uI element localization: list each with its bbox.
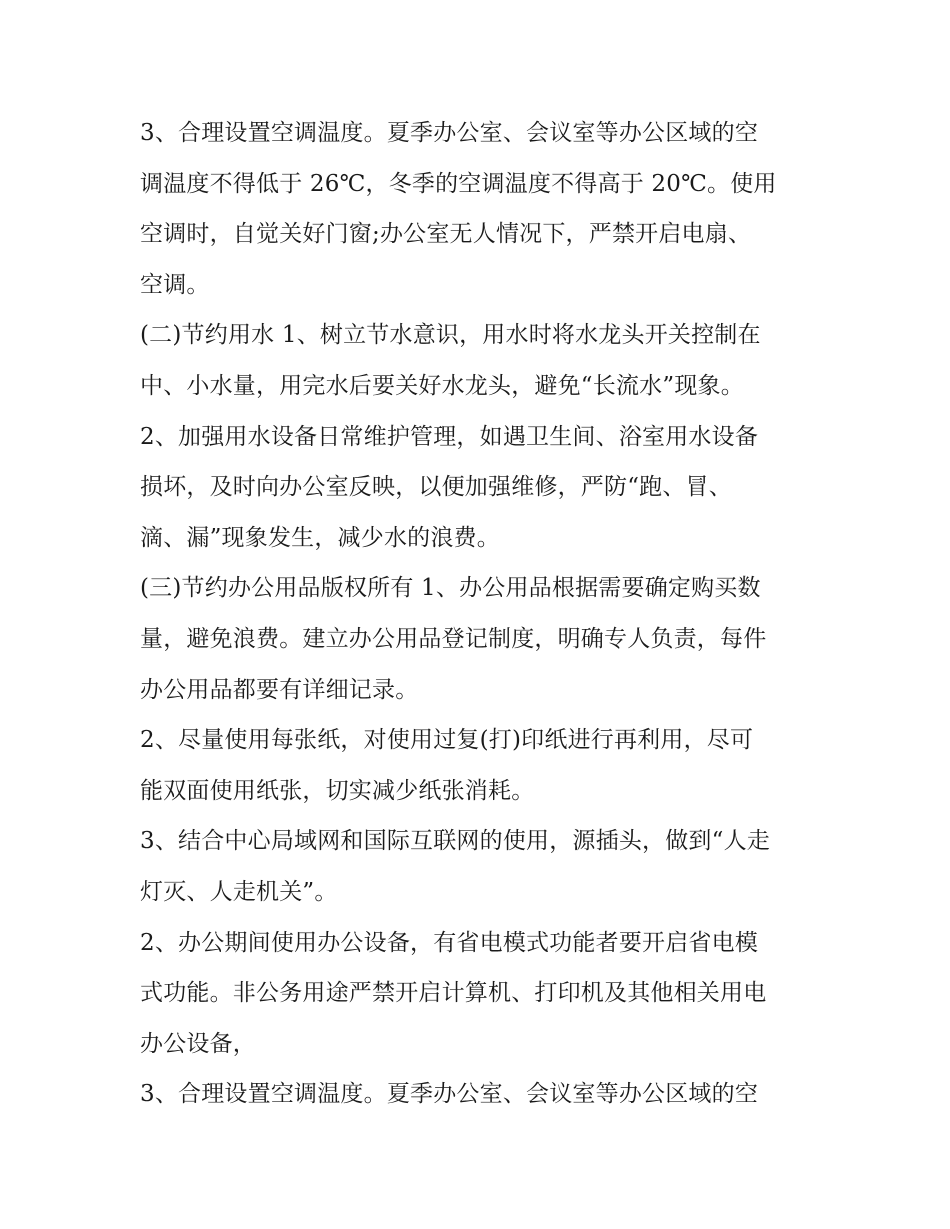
text-line-15: 3、结合中心局域网和国际互联网的使用，源插头，做到“人走 (140, 828, 770, 855)
text-line-5: (二)节约用水 1、树立节水意识，用水时将水龙头开关控制在 (140, 322, 761, 349)
text-line-2: 调温度不得低于 26℃，冬季的空调温度不得高于 20℃。使用 (140, 170, 777, 197)
text-line-8: 损坏，及时向办公室反映，以便加强维修，严防“跑、冒、 (140, 474, 732, 501)
text-line-11: 量，避免浪费。建立办公用品登记制度，明确专人负责，每件 (140, 625, 767, 652)
text-line-10: (三)节约办公用品版权所有 1、办公用品根据需要确定购买数 (140, 575, 761, 602)
document-body (140, 108, 820, 1120)
text-line-7: 2、加强用水设备日常维护管理，如遇卫生间、浴室用水设备 (140, 423, 759, 450)
text-line-18: 式功能。非公务用途严禁开启计算机、打印机及其他相关用电 (140, 980, 767, 1007)
text-line-9: 滴、漏”现象发生，减少水的浪费。 (140, 524, 500, 551)
text-line-1: 3、合理设置空调温度。夏季办公室、会议室等办公区域的空 (140, 120, 759, 146)
text-line-17: 2、办公期间使用办公设备，有省电模式功能者要开启省电模 (140, 929, 759, 956)
text-line-12: 办公用品都要有详细记录。 (140, 676, 419, 703)
text-line-6: 中、小水量，用完水后要关好水龙头，避免“长流水”现象。 (140, 372, 744, 399)
text-line-14: 能双面使用纸张，切实减少纸张消耗。 (140, 777, 535, 804)
text-line-19: 办公设备， (140, 1030, 256, 1057)
text-line-20: 3、合理设置空调温度。夏季办公室、会议室等办公区域的空 (140, 1081, 759, 1108)
text-line-4: 空调。 (140, 271, 210, 298)
text-line-16: 灯灭、人走机关”。 (140, 878, 338, 905)
text-line-3: 空调时，自觉关好门窗;办公室无人情况下，严禁开启电扇、 (140, 221, 752, 248)
text-line-13: 2、尽量使用每张纸，对使用过复(打)印纸进行再利用，尽可 (140, 727, 754, 754)
